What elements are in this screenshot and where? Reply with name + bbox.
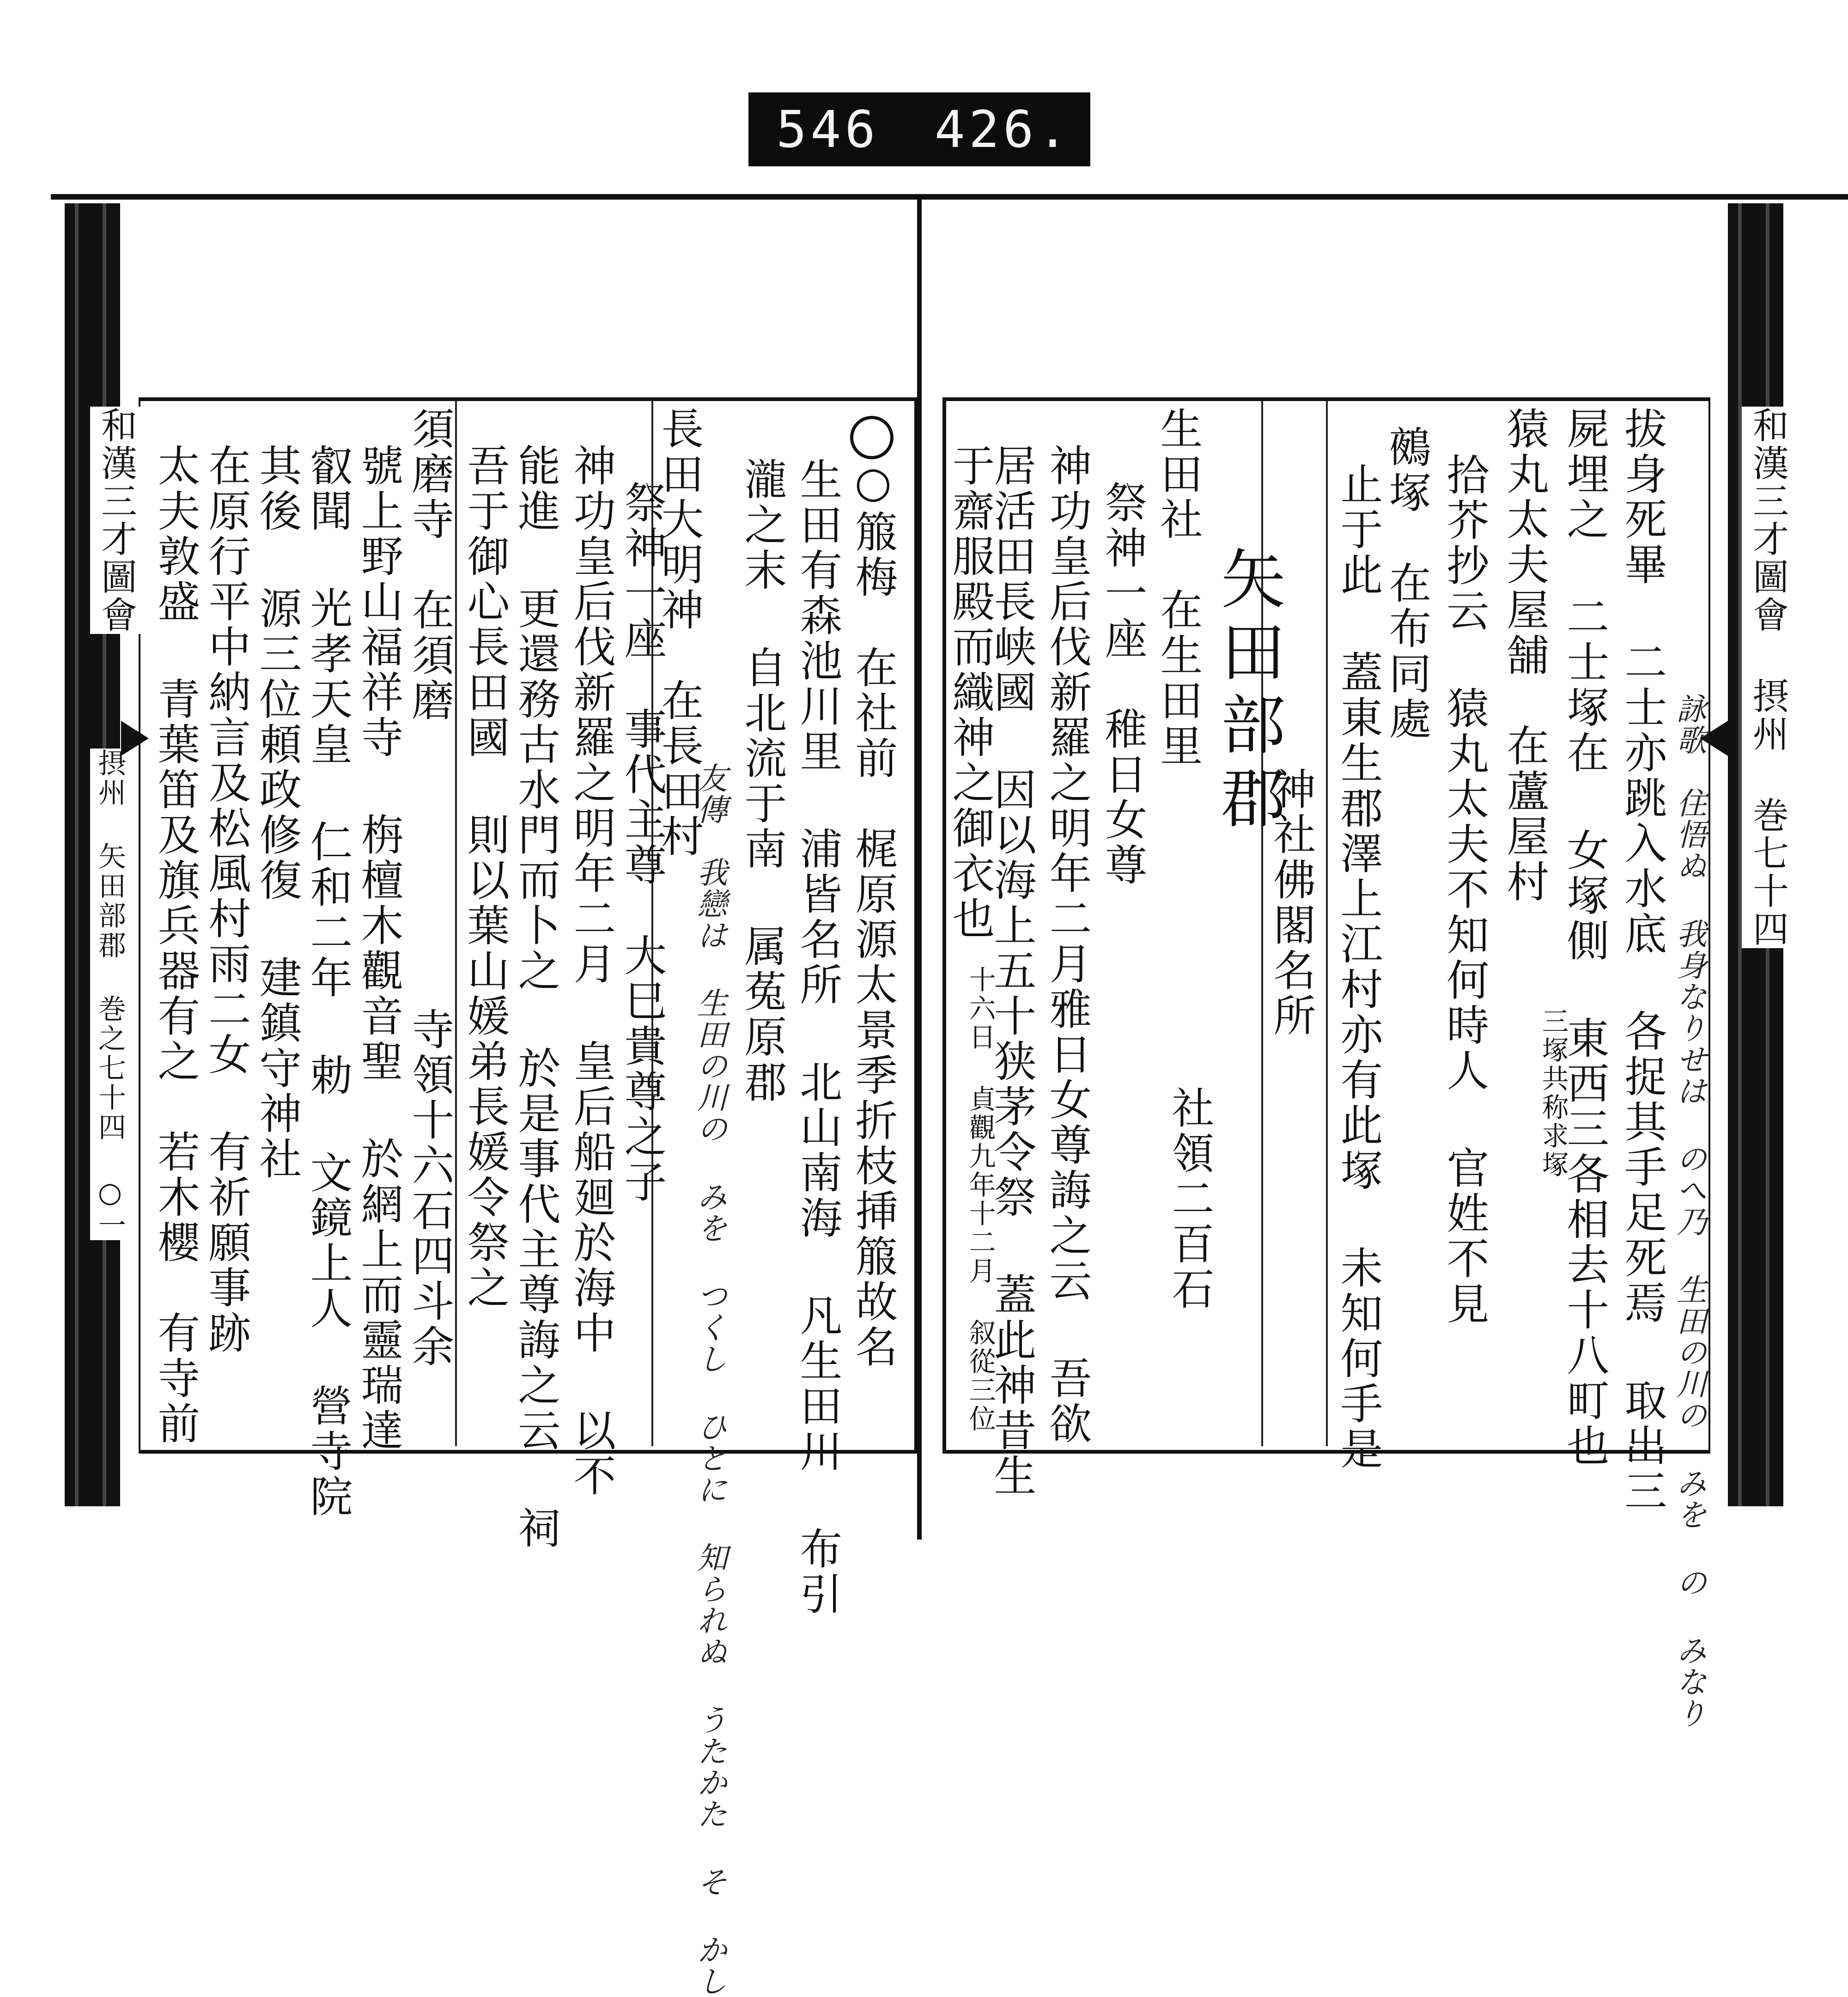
district-title: 矢田部郡	[1210, 545, 1286, 837]
entry-heading: 生田社 在生田里	[1153, 407, 1203, 769]
text-column: 瀧之末 自北流于南 属菟原郡	[737, 457, 787, 1105]
entry-heading: 長田大明神 在長田村	[654, 407, 704, 859]
poem-annotation: 詠歌 住悟ぬ 我身なりせは のへ乃 生田の川の みを の みなり	[1671, 693, 1707, 1729]
left-edge-title: 和漢三才圖會	[90, 407, 142, 634]
plate-number-left: 546	[776, 100, 879, 159]
entry-heading: ○箙梅 在社前 梶原源太景季折枝挿箙故名	[848, 457, 898, 1370]
text-column: 生田有森池川里 浦皆名所 北山南海 凡生田川 布引	[793, 457, 843, 1617]
text-column: 止于此 蓋東生郡澤上江村亦有此塚 未知何手是	[1333, 462, 1383, 1472]
section-title: 神社佛閣名所	[1266, 767, 1316, 1039]
column-rule	[455, 401, 457, 1446]
entry-heading: 須磨寺 在須磨	[405, 407, 455, 724]
text-column: 拾芥抄云 猿丸太夫不知何時人 官姓不見	[1440, 453, 1489, 1327]
left-tab-marker	[121, 721, 149, 756]
text-column: 神功皇后伐新羅之明年二月 皇后船廻於海中 以不	[566, 444, 616, 1499]
text-column: 祭神一座 稚日女尊	[1098, 481, 1148, 888]
text-column: 號上野山福祥寺 栴檀木觀音聖 於網上而靈瑞達	[354, 444, 404, 1454]
text-column: 居活田長峡國 因以海上五十狭茅令祭 蓋此神昔生	[987, 444, 1037, 1499]
entry-circle-mark	[850, 416, 894, 459]
text-column: 屍埋之 二士塚在 女塚側 東西三各相去十八町也	[1560, 407, 1610, 1469]
text-column: 于齋服殿而織神之御衣也	[945, 444, 995, 942]
column-rule	[1326, 401, 1328, 1446]
left-edge-section: 摂州 矢田部郡 巻之七十四 ○一	[90, 749, 130, 1240]
shrine-grant-note: 社領二百石	[1165, 1086, 1215, 1312]
text-column: 神功皇后伐新羅之明年二月雅日女尊誨之云 吾欲	[1042, 444, 1092, 1447]
entry-heading: 鵺塚 在布同處	[1382, 425, 1432, 742]
text-column: 拔身死畢 二士亦跳入水底 各捉其手足死焉 取出三	[1617, 407, 1667, 1514]
text-column: 太夫敦盛 青葉笛及旗兵器有之 若木櫻 有寺前	[151, 444, 201, 1447]
text-column: 吾于御心長田國 則以葉山媛弟長媛令祭之	[460, 444, 510, 1311]
text-column: 其後 源三位頼政修復 建鎮守神社	[252, 444, 302, 1182]
plate-number-right: 426.	[934, 100, 1072, 159]
poem-annotation: 友傳 我戀は 生田の川の みを つくし ひとに 知られぬ うたかた そ かし	[692, 762, 728, 1997]
text-column: 祭神一座 事代主尊 大巳貴尊之子	[617, 481, 667, 1205]
archive-number-plate	[748, 92, 1090, 166]
right-edge-title: 和漢三才圖會 摂州 巻七十四	[1742, 407, 1793, 948]
temple-grant-note: 寺領十六石四斗余	[405, 1007, 455, 1370]
date-annotation: 十六日 貞觀九年十二月 叙從三位	[964, 966, 996, 1433]
entry-heading: 猿丸太夫屋舗 在蘆屋村	[1500, 407, 1550, 905]
side-annotation: 三塚共称求塚	[1537, 1007, 1569, 1179]
text-column: 在原行平中納言及松風村雨二女 有祈願事跡	[201, 444, 251, 1356]
text-column: 叡聞 光孝天皇 仁和二年 勅 文鏡上人 營寺院	[303, 444, 353, 1520]
text-column: 能進 更還務古水門而卜之 於是事代主尊誨之云 祠	[511, 444, 561, 1551]
top-border	[51, 194, 1848, 200]
